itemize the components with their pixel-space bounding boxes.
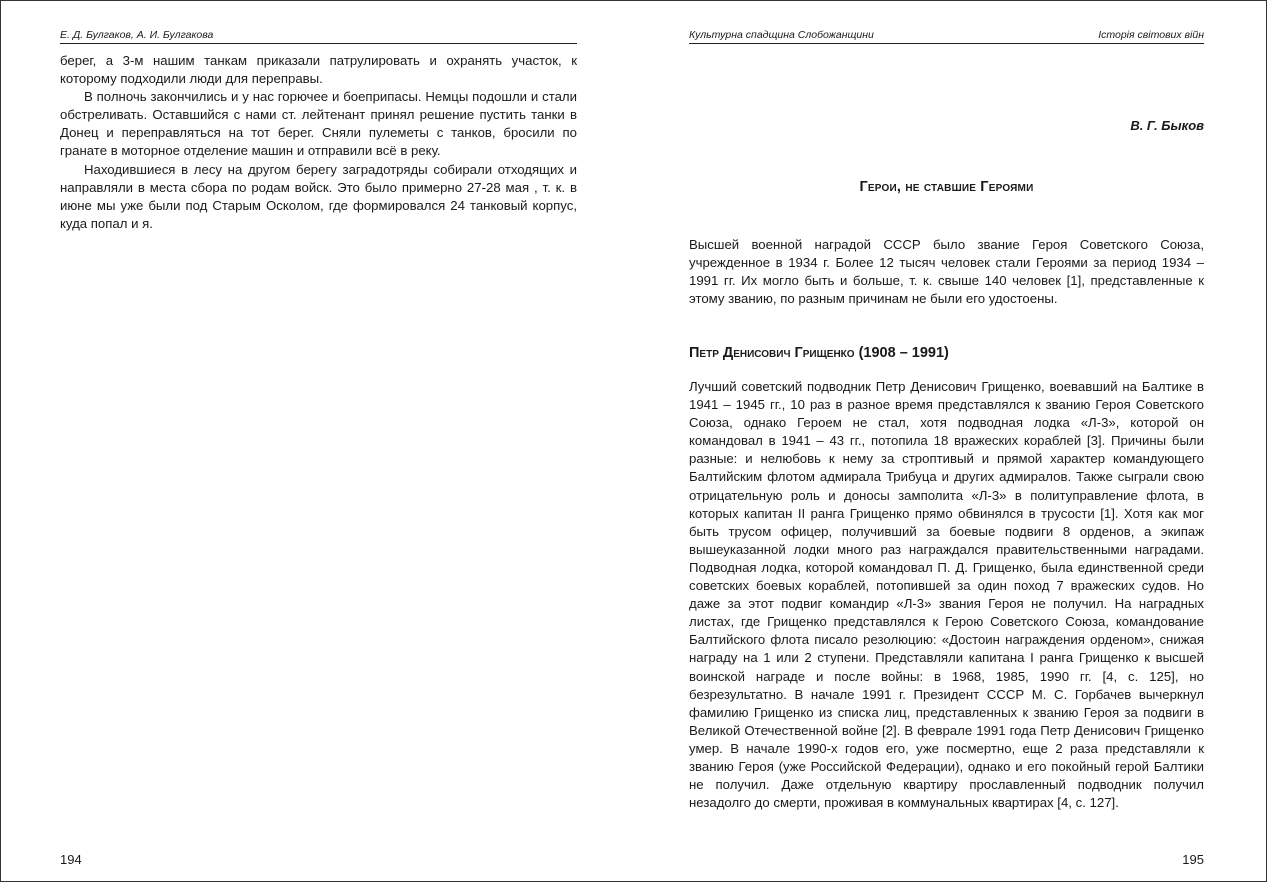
section-heading: Петр Денисович Грищенко (1908 – 1991) [689, 345, 949, 361]
section-body [689, 378, 1204, 812]
right-page-number: 195 [1182, 852, 1204, 867]
right-running-head-section: Історія світових війн [1098, 29, 1204, 41]
left-page [60, 0, 577, 882]
left-paragraph-2: В полночь закончились и у нас горючее и боеприпасы. Немцы подошли и стали обстреливать. Оставшийся с нами ст. лейтенант принял решение пустить танки в Донец и переправляться на тот берег. Сняли пулеметы с танков, бросили по гранате в моторное отделение машин и отправили всё в реку. [60, 89, 577, 159]
left-paragraph-3: Находившиеся в лесу на другом берегу заградотряды собирали отходящих и направляли в места сбора по родам войск. Это было примерно 27-28 мая , т. к. в июне мы уже были под Старым Осколом, где формировался 24 танковый корпус, куда попал и я. [60, 161, 577, 231]
left-running-head [60, 28, 577, 44]
left-paragraph-1: берег, а 3-м нашим танкам приказали патрулировать и охранять участок, к которому подходили люди для переправы. [60, 53, 577, 87]
right-page [689, 0, 1204, 882]
left-running-head-authors: Е. Д. Булгаков, А. И. Булгакова [60, 29, 214, 41]
article-author: В. Г. Быков [1130, 118, 1204, 133]
section-paragraph: Лучший советский подводник Петр Денисович Грищенко, воевавший на Балтике в 1941 – 1945 гг., 10 раз в разное время представлялся к званию Героя Советского Союза, однако Героем не стал, хотя подводная лодка «Л-3», которой он командовал в 1941 – 43 гг., потопила 18 вражеских кораблей [3]. Причины были разные: и нелюбовь к нему за строптивый и прямой характер командующего Балтийским флотом адмирала Трибуца и других адмиралов. Также сыграли свою отрицательную роль и доносы замполита «Л-3» в политуправление флота, в которых капитан II ранга Грищенко прямо обвинялся в трусости [1]. Хотя как мог быть трусом офицер, получивший за боевые подвиги 8 орденов, а экипаж вышеуказанной лодки много раз награждался правительственными наградами. Подводная лодка, которой командовал П. Д. Грищенко, была единственной среди советских боевых кораблей, потопившей за один поход 7 вражеских судов. Но даже за этот подвиг командир «Л-3» звания Героя не получил. На наградных листах, где Грищенко представлялся к Герою Советского Союза, командование Балтийского флота писало резолюцию: «Достоин награждения орденом», снижая награду на 1 или 2 ступени. Представляли капитана I ранга Грищенко к высшей воинской награде и после войны: в 1968, 1985, 1990 гг. [4, с. 125], но безрезультатно. В начале 1991 г. Президент СССР М. С. Горбачев вычеркнул фамилию Грищенко из списка лиц, представленных к званию Героя за подвиги в Великой Отечественной войне [2]. В феврале 1991 года Петр Денисович Грищенко умер. В начале 1990-х годов его, уже посмертно, еще 2 раза представляли к званию Героя (уже Российской Федерации), однако и его покойный герой Балтики не получил. Даже отдельную квартиру прославленный подводник получил незадолго до смерти, проживая в коммунальных квартирах [4, с. 127]. [689, 379, 1204, 811]
article-intro [689, 236, 1204, 308]
left-page-number: 194 [60, 852, 82, 867]
left-page-body [60, 52, 577, 233]
intro-paragraph: Высшей военной наградой СССР было звание Героя Советского Союза, учрежденное в 1934 г. Более 12 тысяч человек стали Героями за период 1934 – 1991 гг. Их могло быть и больше, т. к. свыше 140 человек [1], представленные к этому званию, по разным причинам не были его удостоены. [689, 237, 1204, 307]
article-title: Герои, не ставшие Героями [859, 179, 1034, 195]
right-running-head [689, 28, 1204, 44]
right-running-head-journal: Культурна спадщина Слобожанщини [689, 29, 874, 41]
